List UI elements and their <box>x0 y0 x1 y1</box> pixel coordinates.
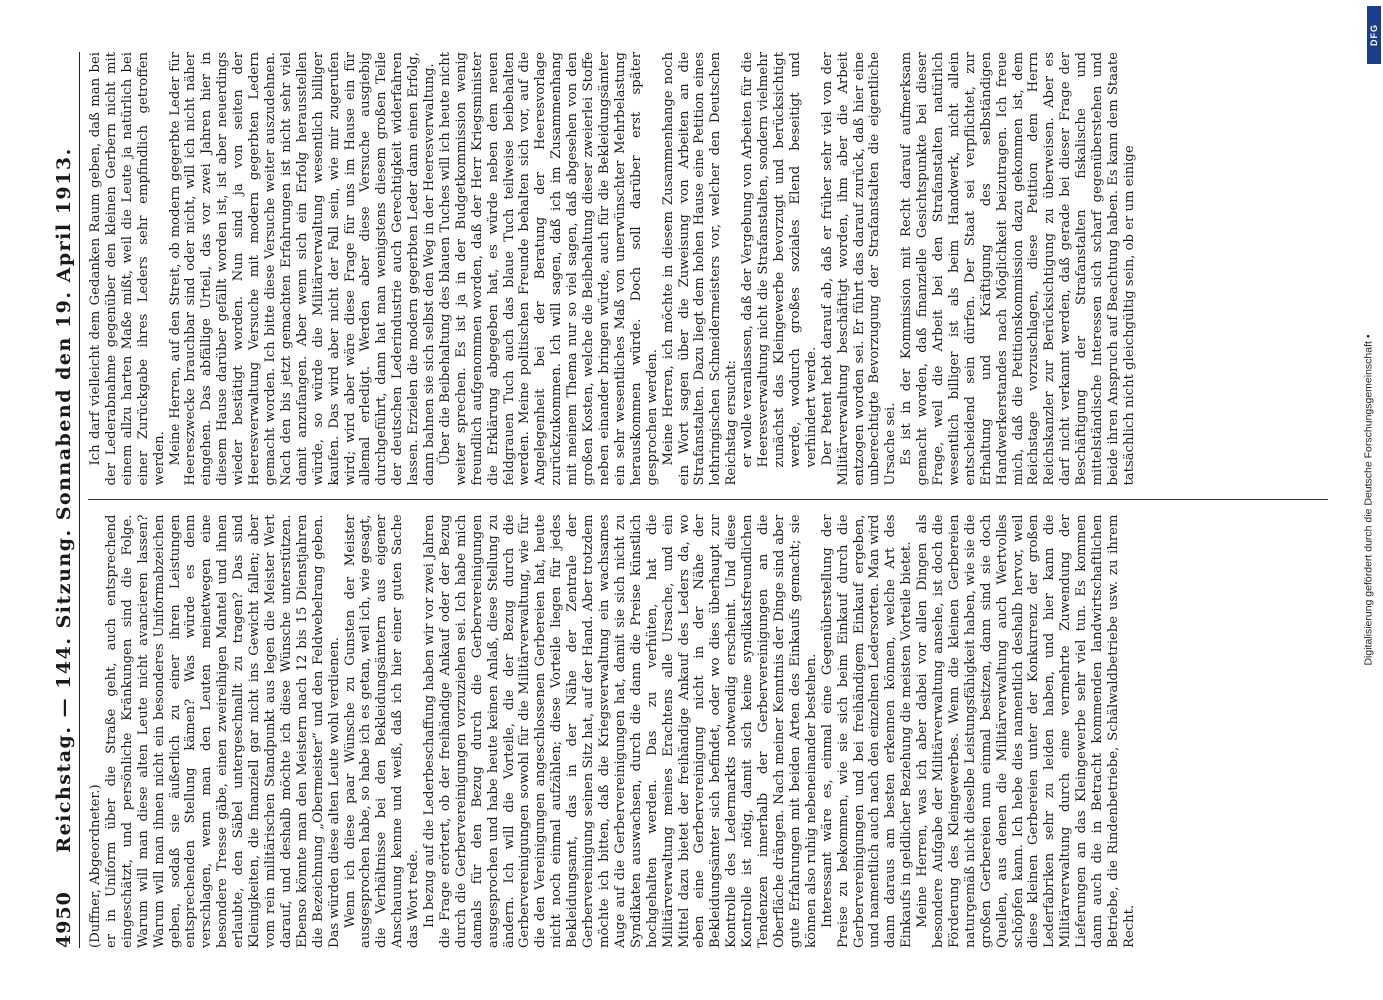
paragraph: Es ist in der Kommission mit Recht darauf aufmerksam gemacht worden, daß finanzielle Gesichtspunkte bei dieser Frage, weil die Arbeit bei den Strafanstalten natürlich wesentlich billiger ist als beim Handwerk, nicht allein entscheidend sein dürfen. Der Staat sei verpflichtet, zur Erhaltung und Kräftigung des selbständigen Handwerkerstandes nach Möglichkeit beizutragen. Ich freue mich, daß die Petitionskommission dazu gekommen ist, dem Reichstage vorzuschlagen, diese Petition dem Herrn Reichskanzler zur Berücksichtigung zu überweisen. Aber es darf nicht verkannt werden, daß gerade bei dieser Frage der Beschäftigung der Strafanstalten fiskalische und mittelständische Interessen sich scharf gegenüberstehen und beide ihren Anspruch auf Beachtung haben. Es kann dem Staate tatsächlich nicht gleichgültig sein, ob er um einige <box>899 52 1137 486</box>
petition-quote: er wolle veranlassen, daß der Vergebung von Arbeiten für die Heeresverwaltung nicht die Strafanstalten, sondern vielmehr zunächst das Kleingewerbe bevorzugt und berücksichtigt werde, wodurch großes soziales Elend beseitigt und verhindert werde. <box>740 52 819 468</box>
left-column <box>88 515 1328 949</box>
digitization-note: Digitalisierung gefördert durch die Deutsche Forschungsgemeinschaft • <box>1363 334 1376 666</box>
dfg-logo: DFG <box>1367 6 1381 64</box>
text-columns <box>88 52 1328 948</box>
paragraph: Wenn ich diese paar Wünsche zu Gunsten der Meister ausgesprochen habe, so habe ich es getan, weil ich, wie gesagt, die Verhältnisse bei den Bekleidungsämtern aus eigener Anschauung kenne und weiß, daß ich hier einer guten Sache das Wort rede. <box>342 514 422 948</box>
speaker-note: (Duffner, Abgeordneter.) <box>88 784 103 948</box>
paragraph: Über die Beibehaltung des blauen Tuches will ich heute nicht weiter sprechen. Es ist ja in der Budgetkommission wenig freundlich aufgenommen worden, daß der Herr Kriegsminister die Erklärung abgegeben hat, es würde neben dem neuen feldgrauen Tuch auch das blaue Tuch teilweise beibehalten werden. Meine politischen Freunde behalten sich vor, auf die Angelegenheit bei der Beratung der Heeresvorlage zurückzukommen. Ich will sagen, daß ich im Zusammenhang mit meinem Thema nur so viel sagen, daß abgesehen von den großen Kosten, welche die Beibehaltung dieser zweierlei Stoffe neben einander bringen würde, auch für die Bekleidungsämter ein sehr wesentliches Maß von unerwünschter Mehrbelastung herauskommen würde. Doch soll darüber erst später gesprochen werden. <box>437 52 660 486</box>
right-column <box>88 52 1328 486</box>
document-page <box>21 30 1361 970</box>
paragraph: Ich darf vielleicht dem Gedanken Raum geben, daß man bei der Lederabnahme gegenüber den kleinen Gerbern nicht mit einem allzu harten Maße mißt, weil die Leute ja natürlich bei einer Zurückgabe ihres Leders sehr empfindlich getroffen werden. <box>88 52 167 486</box>
paragraph: Interessant wäre es, einmal eine Gegenüberstellung der Preise zu bekommen, wie sie sich beim Einkauf durch die Gerbervereinigungen und bei freihändigem Einkauf ergeben, und namentlich auch nach den einzelnen Ledersorten. Man wird dann daraus am besten erkennen können, welche Art des Einkaufs in geldlicher Beziehung die meisten Vorteile bietet. <box>819 514 915 948</box>
page-header <box>51 52 80 948</box>
column-divider <box>88 500 1328 501</box>
paragraph: Der Petent hebt darauf ab, daß er früher sehr viel von der Militärverwaltung beschäftigt worden, ihm aber die Arbeit entzogen worden sei. Er führt das darauf zurück, daß hier eine unberechtigte Bevorzugung der Strafanstalten die eigentliche Ursache sei. <box>819 52 899 486</box>
paragraph: Meine Herren, auf den Streit, ob modern gegerbte Leder für Heereszwecke brauchbar sind oder nicht, will ich nicht näher eingehen. Das abfällige Urteil, das vor zwei Jahren hier in diesem Hause darüber gefällt worden ist, ist aber neuerdings wieder bestätigt worden. Nun sind ja von seiten der Heeresverwaltung Versuche mit modern gegerbten Ledern gemacht worden. Ich bitte diese Versuche weiter auszudehnen. Nach den bis jetzt gemachten Erfahrungen ist nicht sehr viel damit anzufangen. Aber wenn sich ein Erfolg herausstellen würde, so würde die Militärverwaltung wesentlich billiger kaufen. Das wird aber nicht der Fall sein, wie mir zugerufen wird; wird aber wäre diese Frage für uns im Hause ein für allemal erledigt. Werden aber diese Versuche ausgiebig durchgeführt, dann hat man wenigstens diesem großen Teile der deutschen Lederindustrie auch Gerechtigkeit widerfahren lassen. Erzielen die modern gegerbten Leder dann einen Erfolg, dann bahnen sie sich selbst den Weg in der Heeresverwaltung. <box>167 52 438 486</box>
paragraph: Meine Herren, ich möchte in diesem Zusammenhange noch ein Wort sagen über die Zuweisung von Arbeiten an die Strafanstalten. Dazu liegt dem hohen Hause eine Petition eines lothringischen Schneidermeisters vor, welcher den Deutschen Reichstag ersucht: <box>660 52 740 486</box>
paragraph: In bezug auf die Lederbeschaffung haben wir vor zwei Jahren die Frage erörtert, ob der freihändige Ankauf oder der Bezug durch die Gerbervereinigungen vorzuziehen sei. Ich habe mich damals für den Bezug durch die Gerbervereinigungen ausgesprochen und habe heute keinen Anlaß, diese Stellung zu ändern. Ich will die Vorteile, die der Bezug durch die Gerbervereinigungen sowohl für die Militärverwaltung, wie für die den Vereinigungen angeschlossenen Gerbereien hat, heute nicht noch einmal aufzählen; diese Vorteile liegen für jedes Bekleidungsamt, das in der Nähe der Zentrale der Gerbervereinigung seinen Sitz hat, auf der Hand. Aber trotzdem möchte ich bitten, daß die Kriegsverwaltung ein wachsames Auge auf die Gerbervereinigungen hat, damit sie sich nicht zu Syndikaten auswachsen, durch die dann die Preise künstlich hochgehalten werden. Das zu verhüten, hat die Militärverwaltung meines Erachtens alle Ursache, und ein Mittel dazu bietet der freihändige Ankauf des Leders da, wo eben eine Gerbervereinigung nicht in der Nähe der Bekleidungsämter sich befindet, oder wo dies überhaupt zur Kontrolle des Ledermarkts notwendig erscheint. Und diese Kontrolle ist nötig, damit sich keine syndikatsfreundlichen Tendenzen innerhalb der Gerbervereinigungen an die Oberfläche drängen. Nach meiner Kenntnis der Dinge sind aber gute Erfahrungen mit beiden Arten des Einkaufs gemacht; sie können also ruhig nebeneinander bestehen. <box>422 514 819 948</box>
running-title: Reichstag. — 144. Sitzung. Sonnabend den 19. April 1913. <box>53 147 75 853</box>
paragraph: Meine Herren, was ich aber dabei vor allen Dingen als besondere Aufgabe der Militärverwaltung ansehe, ist doch die Förderung des Kleingewerbes. Wenn die kleinen Gerbereien naturgemäß nicht dieselbe Leistungsfähigkeit haben, wie sie die großen Gerbereien nun einmal besitzen, dann sind sie doch Quellen, aus denen die Militärverwaltung auch Wertvolles schöpfen kann. Ich hebe dies namentlich deshalb hervor, weil diese kleinen Gerbereien unter der Konkurrenz der großen Lederfabriken sehr zu leiden haben, und hier kann die Militärverwaltung durch eine vermehrte Zuwendung der Lieferungen an das Kleingewerbe sehr viel tun. Es kommen dann auch die in Betracht kommenden landwirtschaftlichen Betriebe, die Rindenbetriebe, Schälwaldbetriebe usw. zu ihrem Recht. <box>915 514 1137 948</box>
page-number: 4950 <box>53 891 75 948</box>
paragraph: er in Uniform über die Straße geht, auch entsprechend eingeschätzt, und persönliche Kränkungen sind die Folge. Warum will man diese alten Leute nicht avancieren lassen? Warum will man ihnen nicht ein besonderes Uniformabzeichen geben, sodaß sie äußerlich zu einer ihren Leistungen entsprechenden Stellung kämen? Was würde es denn verschlagen, wenn man den Leuten meinetwegen eine besondere Tresse gäbe, einen zweireihigen Mantel und ihnen erlaubte, den Säbel untergeschnallt zu tragen? Das sind Kleinigkeiten, die finanziell gar nicht ins Gewicht fallen; aber vom rein militärischen Standpunkt aus legen die Meister Wert darauf, und deshalb möchte ich diese Wünsche unterstützen. Ebenso könnte man den Meistern nach 12 bis 15 Dienstjahren die Bezeichnung „Obermeister“ und den Feldwebelrang geben. Das würden diese alten Leute wohl verdienen. <box>103 514 342 948</box>
